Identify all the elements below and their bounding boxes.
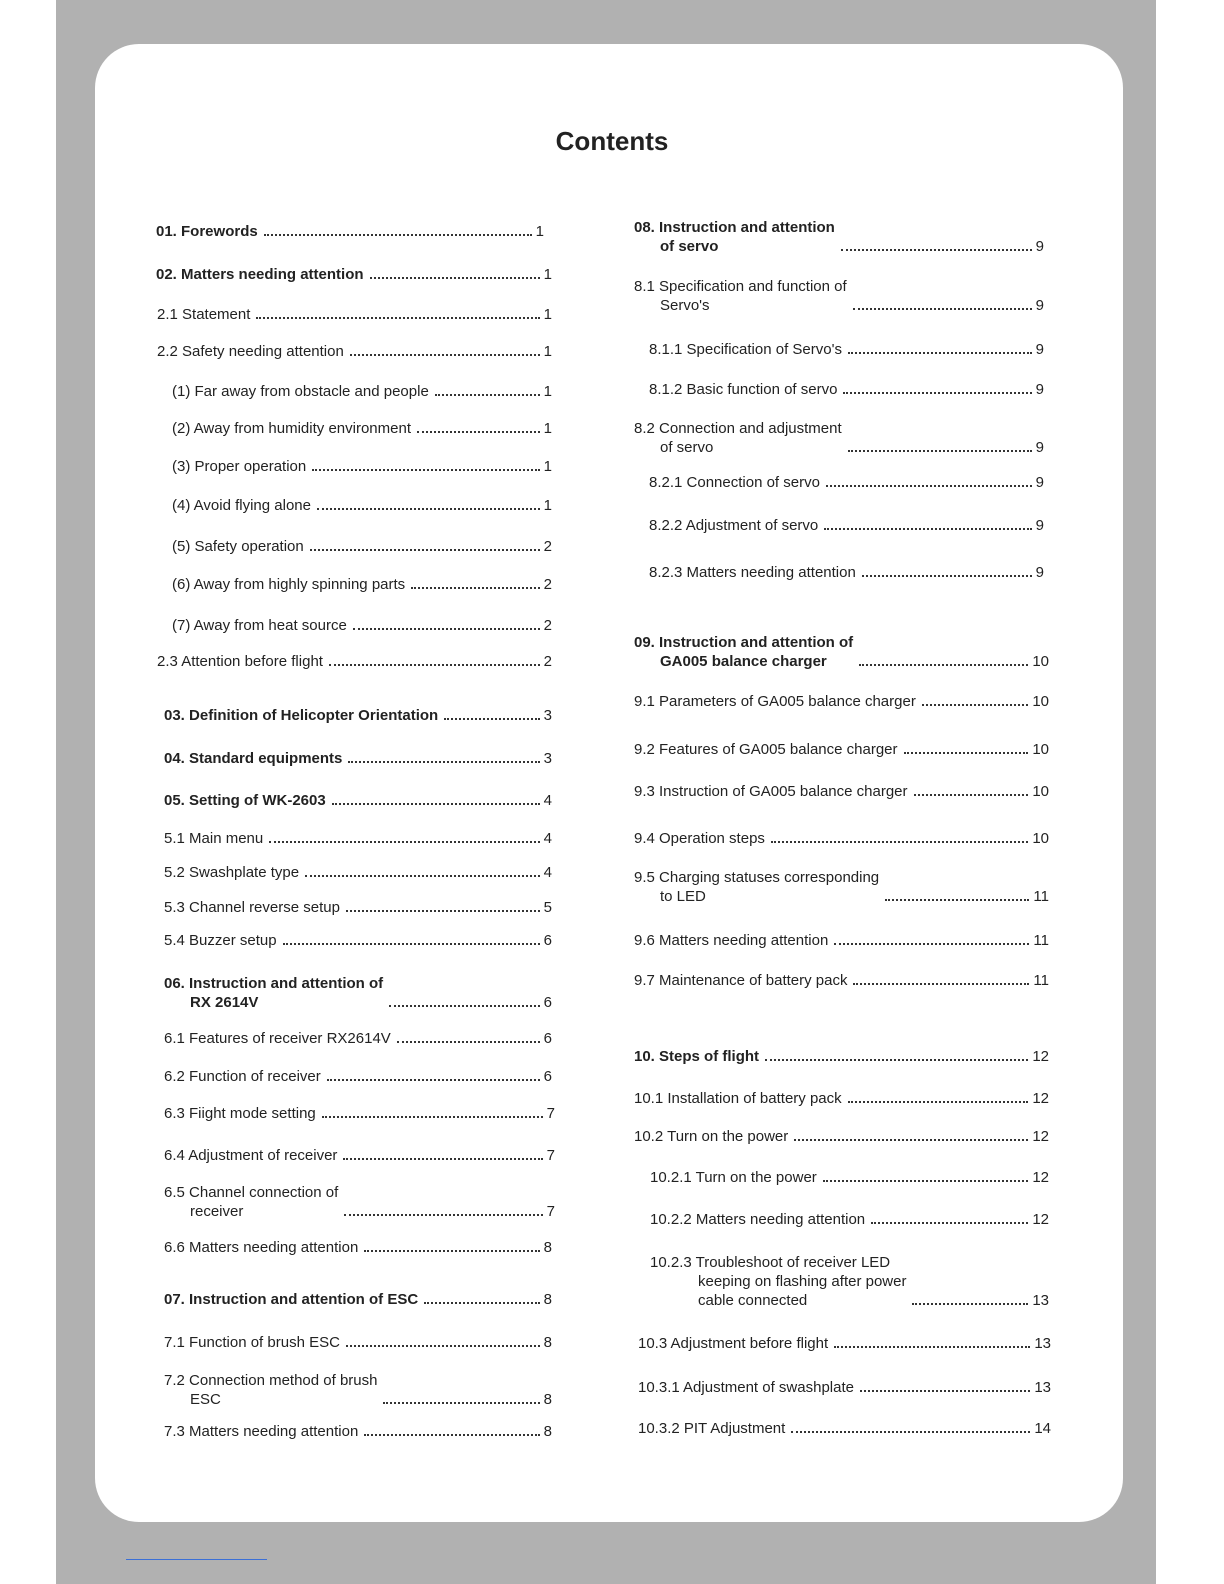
toc-entry-label-line: 05. Setting of WK-2603	[164, 792, 326, 809]
toc-page-number: 12	[1032, 1048, 1049, 1065]
toc-entry[interactable]	[634, 1089, 1049, 1108]
toc-entry[interactable]	[164, 829, 552, 848]
toc-page-number: 12	[1032, 1211, 1049, 1228]
toc-entry-label	[164, 1290, 418, 1309]
toc-entry-label-continuation: RX 2614V	[190, 994, 259, 1011]
footer-link-underline	[126, 1559, 267, 1560]
toc-entry[interactable]	[164, 1371, 552, 1409]
toc-entry[interactable]	[164, 931, 552, 950]
dot-leader	[364, 1250, 539, 1252]
toc-entry-label	[164, 829, 263, 848]
toc-entry[interactable]	[164, 1238, 552, 1257]
toc-entry-label	[172, 616, 347, 635]
toc-entry-label	[164, 749, 342, 768]
toc-entry-label-line: 8.2.1 Connection of servo	[649, 474, 820, 491]
toc-page-number: 1	[543, 306, 552, 323]
dot-leader	[424, 1302, 539, 1304]
toc-entry[interactable]	[164, 1183, 555, 1221]
toc-entry[interactable]	[638, 1334, 1051, 1353]
toc-entry-label-line: 2.1 Statement	[157, 306, 251, 323]
toc-entry-label-line: 6.1 Features of receiver RX2614V	[164, 1030, 391, 1047]
toc-page-number: 13	[1034, 1335, 1051, 1352]
dot-leader	[848, 1101, 1029, 1103]
toc-entry-label	[172, 419, 411, 438]
toc-entry-label	[634, 218, 835, 256]
toc-entry[interactable]	[164, 974, 552, 1012]
toc-page-number: 6	[543, 932, 552, 949]
toc-page-number: 14	[1034, 1420, 1051, 1437]
toc-entry-label-line: 9.6 Matters needing attention	[634, 932, 829, 949]
toc-entry-label	[638, 1419, 785, 1438]
toc-entry-label-line: 9.1 Parameters of GA005 balance charger	[634, 693, 916, 710]
toc-entry-label	[164, 1238, 358, 1257]
toc-entry-label	[650, 1168, 817, 1187]
toc-entry-label-line: 8.2.3 Matters needing attention	[649, 564, 856, 581]
toc-entry-label-line: (1) Far away from obstacle and people	[172, 383, 429, 400]
toc-page-number: 1	[543, 497, 552, 514]
toc-entry-label-line: 10.3.1 Adjustment of swashplate	[638, 1379, 854, 1396]
toc-entry[interactable]	[649, 473, 1044, 492]
dot-leader	[824, 528, 1031, 530]
toc-entry[interactable]	[156, 265, 552, 284]
toc-entry-label-line: 10.2.3 Troubleshoot of receiver LED	[650, 1254, 891, 1271]
toc-entry[interactable]	[650, 1210, 1049, 1229]
toc-page-number: 8	[543, 1423, 552, 1440]
dot-leader	[348, 761, 539, 763]
toc-page-number: 9	[1035, 517, 1044, 534]
toc-entry[interactable]	[638, 1378, 1051, 1397]
toc-entry[interactable]	[157, 305, 552, 324]
toc-entry-label-line: 2.2 Safety needing attention	[157, 343, 344, 360]
dot-leader	[343, 1158, 542, 1160]
toc-entry[interactable]	[634, 419, 1044, 457]
toc-page-number: 8	[543, 1334, 552, 1351]
dot-leader	[834, 1346, 1030, 1348]
toc-entry-label	[649, 380, 837, 399]
toc-entry-label-continuation: ESC	[190, 1391, 221, 1408]
dot-leader	[848, 450, 1032, 452]
toc-entry[interactable]	[634, 1047, 1049, 1066]
dot-leader	[771, 841, 1028, 843]
toc-entry-label-line: 9.7 Maintenance of battery pack	[634, 972, 848, 989]
dot-leader	[350, 354, 540, 356]
toc-page-number: 11	[1033, 972, 1049, 989]
toc-entry-label	[649, 516, 818, 535]
toc-entry-label-line: 8.2 Connection and adjustment	[634, 420, 842, 437]
toc-page-number: 1	[543, 383, 552, 400]
toc-entry[interactable]	[172, 496, 552, 515]
toc-entry[interactable]	[172, 457, 552, 476]
toc-entry-label	[156, 265, 364, 284]
dot-leader	[329, 664, 540, 666]
toc-entry-label	[164, 974, 383, 1012]
toc-entry[interactable]	[164, 1104, 555, 1123]
toc-entry[interactable]	[634, 782, 1049, 801]
toc-entry[interactable]	[172, 419, 552, 438]
toc-entry-label	[164, 706, 438, 725]
toc-entry-label	[164, 863, 299, 882]
toc-entry-label-line: 5.1 Main menu	[164, 830, 264, 847]
toc-page-number: 9	[1035, 381, 1044, 398]
toc-page-number: 5	[543, 899, 552, 916]
toc-entry-label	[634, 633, 853, 671]
toc-entry-label	[164, 1183, 338, 1221]
toc-entry-label	[172, 496, 311, 515]
toc-entry-label-line: 01. Forewords	[156, 223, 258, 240]
toc-entry-label	[634, 1089, 842, 1108]
dot-leader	[860, 1390, 1030, 1392]
toc-entry-label	[634, 868, 879, 906]
toc-entry-label-line: 6.6 Matters needing attention	[164, 1239, 359, 1256]
toc-entry-label-continuation: to LED	[660, 888, 706, 905]
toc-entry-label-line: 5.2 Swashplate type	[164, 864, 300, 881]
toc-page-number: 6	[543, 994, 552, 1011]
toc-entry-label-line: (4) Avoid flying alone	[172, 497, 311, 514]
toc-entry-label	[164, 898, 340, 917]
toc-page-number: 4	[543, 830, 552, 847]
toc-entry-label-line: (3) Proper operation	[172, 458, 307, 475]
toc-entry-label-continuation: GA005 balance charger	[660, 653, 827, 670]
toc-entry-label-line: (2) Away from humidity environment	[172, 420, 411, 437]
toc-page-number: 2	[543, 617, 552, 634]
dot-leader	[435, 394, 540, 396]
toc-entry-label-continuation: of servo	[660, 238, 719, 255]
toc-entry-label-line: 6.5 Channel connection of	[164, 1184, 339, 1201]
dot-leader	[332, 803, 540, 805]
toc-entry[interactable]	[157, 652, 552, 671]
toc-entry-label	[638, 1334, 828, 1353]
toc-entry[interactable]	[157, 342, 552, 361]
toc-entry[interactable]	[649, 380, 1044, 399]
toc-entry-label	[172, 457, 306, 476]
dot-leader	[370, 277, 540, 279]
toc-entry-label-continuation: cable connected	[698, 1292, 808, 1309]
toc-page-number: 9	[1035, 474, 1044, 491]
dot-leader	[871, 1222, 1028, 1224]
toc-entry-label-line: 7.1 Function of brush ESC	[164, 1334, 340, 1351]
toc-entry[interactable]	[164, 898, 552, 917]
toc-page-number: 12	[1032, 1169, 1049, 1186]
toc-page-number: 2	[543, 653, 552, 670]
toc-page-number: 6	[543, 1068, 552, 1085]
dot-leader	[794, 1139, 1028, 1141]
toc-entry-label-line: 10.1 Installation of battery pack	[634, 1090, 842, 1107]
toc-entry[interactable]	[164, 1333, 552, 1352]
toc-entry-label	[157, 652, 323, 671]
toc-page-number: 8	[543, 1391, 552, 1408]
toc-entry[interactable]	[164, 706, 552, 725]
toc-page-number: 1	[543, 458, 552, 475]
toc-entry-label-line: 8.2.2 Adjustment of servo	[649, 517, 819, 534]
toc-entry[interactable]	[164, 1422, 552, 1441]
toc-entry[interactable]	[634, 931, 1049, 950]
dot-leader	[834, 943, 1029, 945]
toc-entry-label-line: 6.4 Adjustment of receiver	[164, 1147, 338, 1164]
dot-leader	[841, 249, 1032, 251]
toc-page-number: 8	[543, 1291, 552, 1308]
toc-page-number: 7	[546, 1203, 555, 1220]
toc-entry-label-line: 9.4 Operation steps	[634, 830, 765, 847]
toc-entry-label	[649, 340, 842, 359]
toc-entry-label	[634, 740, 898, 759]
toc-page-number: 7	[546, 1147, 555, 1164]
toc-entry[interactable]	[634, 868, 1049, 906]
toc-page-number: 10	[1032, 693, 1049, 710]
toc-entry-label-line: 10.2 Turn on the power	[634, 1128, 789, 1145]
dot-leader	[904, 752, 1029, 754]
toc-entry-label-continuation: Servo's	[660, 297, 710, 314]
toc-entry[interactable]	[634, 692, 1049, 711]
dot-leader	[444, 718, 539, 720]
dot-leader	[346, 1345, 540, 1347]
toc-entry[interactable]	[634, 277, 1044, 315]
toc-entry-label-line: (6) Away from highly spinning parts	[172, 576, 406, 593]
toc-entry-label	[164, 1104, 316, 1123]
toc-entry[interactable]	[164, 1029, 552, 1048]
toc-entry-label	[157, 342, 344, 361]
toc-entry[interactable]	[164, 863, 552, 882]
dot-leader	[853, 983, 1029, 985]
dot-leader	[344, 1214, 542, 1216]
toc-entry[interactable]	[164, 749, 552, 768]
toc-page-number: 8	[543, 1239, 552, 1256]
toc-entry[interactable]	[172, 382, 552, 401]
toc-entry-label-line: 02. Matters needing attention	[156, 266, 364, 283]
toc-page-number: 10	[1032, 830, 1049, 847]
toc-entry-label-line: 10.2.1 Turn on the power	[650, 1169, 817, 1186]
toc-entry-label	[650, 1253, 906, 1310]
toc-entry-label	[172, 537, 304, 556]
dot-leader	[848, 352, 1032, 354]
toc-entry-label	[649, 473, 820, 492]
toc-page-number: 3	[543, 750, 552, 767]
toc-entry-label-line: 8.1.1 Specification of Servo's	[649, 341, 842, 358]
toc-entry-label	[172, 575, 405, 594]
toc-entry-label-line: (7) Away from heat source	[172, 617, 347, 634]
toc-entry-label	[172, 382, 429, 401]
dot-leader	[853, 308, 1032, 310]
toc-entry-label-line: 03. Definition of Helicopter Orientation	[164, 707, 439, 724]
toc-entry-label-line: 09. Instruction and attention of	[634, 634, 854, 651]
toc-entry[interactable]	[634, 218, 1044, 256]
toc-page-number: 12	[1032, 1128, 1049, 1145]
dot-leader	[922, 704, 1028, 706]
toc-page-number: 10	[1032, 783, 1049, 800]
toc-page-number: 4	[543, 864, 552, 881]
toc-entry-label-continuation: receiver	[190, 1203, 244, 1220]
toc-page-number: 2	[543, 576, 552, 593]
dot-leader	[269, 841, 539, 843]
toc-entry[interactable]	[634, 829, 1049, 848]
toc-entry[interactable]	[164, 1146, 555, 1165]
toc-entry-label	[634, 1127, 788, 1146]
dot-leader	[264, 234, 532, 236]
toc-entry-label-line: 06. Instruction and attention of	[164, 975, 384, 992]
toc-entry-label-line: 8.1.2 Basic function of servo	[649, 381, 838, 398]
toc-entry-label	[634, 971, 847, 990]
toc-entry[interactable]	[638, 1419, 1051, 1438]
toc-page-number: 9	[1035, 439, 1044, 456]
toc-entry[interactable]	[164, 1290, 552, 1309]
toc-page-number: 6	[543, 1030, 552, 1047]
toc-page-number: 13	[1032, 1292, 1049, 1309]
dot-leader	[283, 943, 540, 945]
page-title: Contents	[555, 126, 669, 156]
toc-entry-label	[634, 419, 842, 457]
toc-entry-label-line: 6.2 Function of receiver	[164, 1068, 321, 1085]
dot-leader	[862, 575, 1032, 577]
toc-entry[interactable]	[650, 1168, 1049, 1187]
toc-entry-label-line: 10. Steps of flight	[634, 1048, 760, 1065]
toc-page-number: 9	[1035, 341, 1044, 358]
toc-entry-label	[157, 305, 250, 324]
toc-entry-label-line: 10.3.2 PIT Adjustment	[638, 1420, 786, 1437]
toc-entry-label	[634, 277, 847, 315]
toc-entry-label-line: 9.5 Charging statuses corresponding	[634, 869, 880, 886]
toc-entry[interactable]	[650, 1253, 1049, 1310]
toc-entry-label-line: 08. Instruction and attention	[634, 219, 835, 236]
dot-leader	[346, 910, 540, 912]
dot-leader	[914, 794, 1029, 796]
dot-leader	[826, 485, 1032, 487]
toc-entry-label	[634, 782, 908, 801]
toc-entry-label	[164, 931, 277, 950]
dot-leader	[312, 469, 539, 471]
dot-leader	[317, 508, 540, 510]
toc-entry-label	[164, 1067, 321, 1086]
dot-leader	[885, 899, 1029, 901]
toc-entry-label	[649, 563, 856, 582]
toc-page-number: 7	[546, 1105, 555, 1122]
toc-entry-label	[164, 1371, 377, 1409]
toc-page-number: 9	[1035, 564, 1044, 581]
dot-leader	[912, 1303, 1028, 1305]
toc-entry-label	[156, 222, 258, 241]
toc-entry-label	[164, 791, 326, 810]
dot-leader	[322, 1116, 543, 1118]
toc-entry-label-line: (5) Safety operation	[172, 538, 304, 555]
toc-entry-label	[650, 1210, 865, 1229]
toc-entry[interactable]	[649, 340, 1044, 359]
toc-entry-label-line: 7.2 Connection method of brush	[164, 1372, 378, 1389]
toc-page-number: 1	[543, 420, 552, 437]
toc-entry-label-line: 2.3 Attention before flight	[157, 653, 323, 670]
dot-leader	[256, 317, 539, 319]
toc-page-number: 11	[1033, 888, 1049, 905]
toc-page-number: 1	[535, 223, 544, 240]
toc-page-number: 12	[1032, 1090, 1049, 1107]
toc-page-number: 1	[543, 266, 552, 283]
toc-entry-label-continuation: keeping on flashing after power	[698, 1273, 907, 1290]
toc-entry-label	[638, 1378, 854, 1397]
toc-entry-label-line: 04. Standard equipments	[164, 750, 343, 767]
toc-entry-label-line: 7.3 Matters needing attention	[164, 1423, 359, 1440]
dot-leader	[353, 628, 540, 630]
toc-page-number: 2	[543, 538, 552, 555]
dot-leader	[310, 549, 540, 551]
toc-page-number: 9	[1035, 297, 1044, 314]
toc-page-number: 10	[1032, 653, 1049, 670]
toc-entry[interactable]	[164, 1067, 552, 1086]
toc-page-number: 10	[1032, 741, 1049, 758]
dot-leader	[327, 1079, 540, 1081]
dot-leader	[417, 431, 540, 433]
toc-page-number: 1	[543, 343, 552, 360]
toc-entry-label-line: 9.2 Features of GA005 balance charger	[634, 741, 898, 758]
toc-entry-label	[634, 692, 916, 711]
toc-page-number: 11	[1033, 932, 1049, 949]
dot-leader	[411, 587, 539, 589]
toc-entry-label	[164, 1146, 337, 1165]
toc-entry[interactable]	[634, 633, 1049, 671]
dot-leader	[364, 1434, 539, 1436]
toc-entry[interactable]	[172, 537, 552, 556]
toc-entry-label-line: 10.2.2 Matters needing attention	[650, 1211, 866, 1228]
toc-page-number: 9	[1035, 238, 1044, 255]
dot-leader	[843, 392, 1031, 394]
dot-leader	[859, 664, 1028, 666]
toc-entry-label-line: 5.4 Buzzer setup	[164, 932, 277, 949]
toc-entry-label	[164, 1333, 340, 1352]
toc-entry[interactable]	[634, 1127, 1049, 1146]
toc-entry[interactable]	[634, 740, 1049, 759]
toc-page-number: 4	[543, 792, 552, 809]
toc-page-number: 3	[543, 707, 552, 724]
toc-entry-label-line: 8.1 Specification and function of	[634, 278, 847, 295]
toc-entry-label	[634, 931, 828, 950]
dot-leader	[823, 1180, 1029, 1182]
toc-entry[interactable]	[649, 516, 1044, 535]
toc-entry[interactable]	[172, 616, 552, 635]
toc-entry[interactable]	[634, 971, 1049, 990]
dot-leader	[383, 1402, 539, 1404]
toc-entry-label-line: 07. Instruction and attention of ESC	[164, 1291, 419, 1308]
dot-leader	[765, 1059, 1028, 1061]
toc-entry[interactable]	[164, 791, 552, 810]
toc-entry-label-line: 5.3 Channel reverse setup	[164, 899, 340, 916]
toc-entry-label	[164, 1422, 358, 1441]
dot-leader	[397, 1041, 540, 1043]
toc-entry-label-continuation: of servo	[660, 439, 714, 456]
dot-leader	[791, 1431, 1030, 1433]
toc-entry-label-line: 6.3 Fiight mode setting	[164, 1105, 316, 1122]
toc-entry-label	[634, 829, 765, 848]
toc-entry-label-line: 9.3 Instruction of GA005 balance charger	[634, 783, 908, 800]
dot-leader	[389, 1005, 539, 1007]
toc-entry[interactable]	[649, 563, 1044, 582]
toc-entry-label	[164, 1029, 391, 1048]
toc-entry-label	[634, 1047, 759, 1066]
toc-entry[interactable]	[172, 575, 552, 594]
dot-leader	[305, 875, 540, 877]
toc-entry-label-line: 10.3 Adjustment before flight	[638, 1335, 829, 1352]
toc-page-number: 13	[1034, 1379, 1051, 1396]
toc-entry[interactable]	[156, 222, 544, 241]
